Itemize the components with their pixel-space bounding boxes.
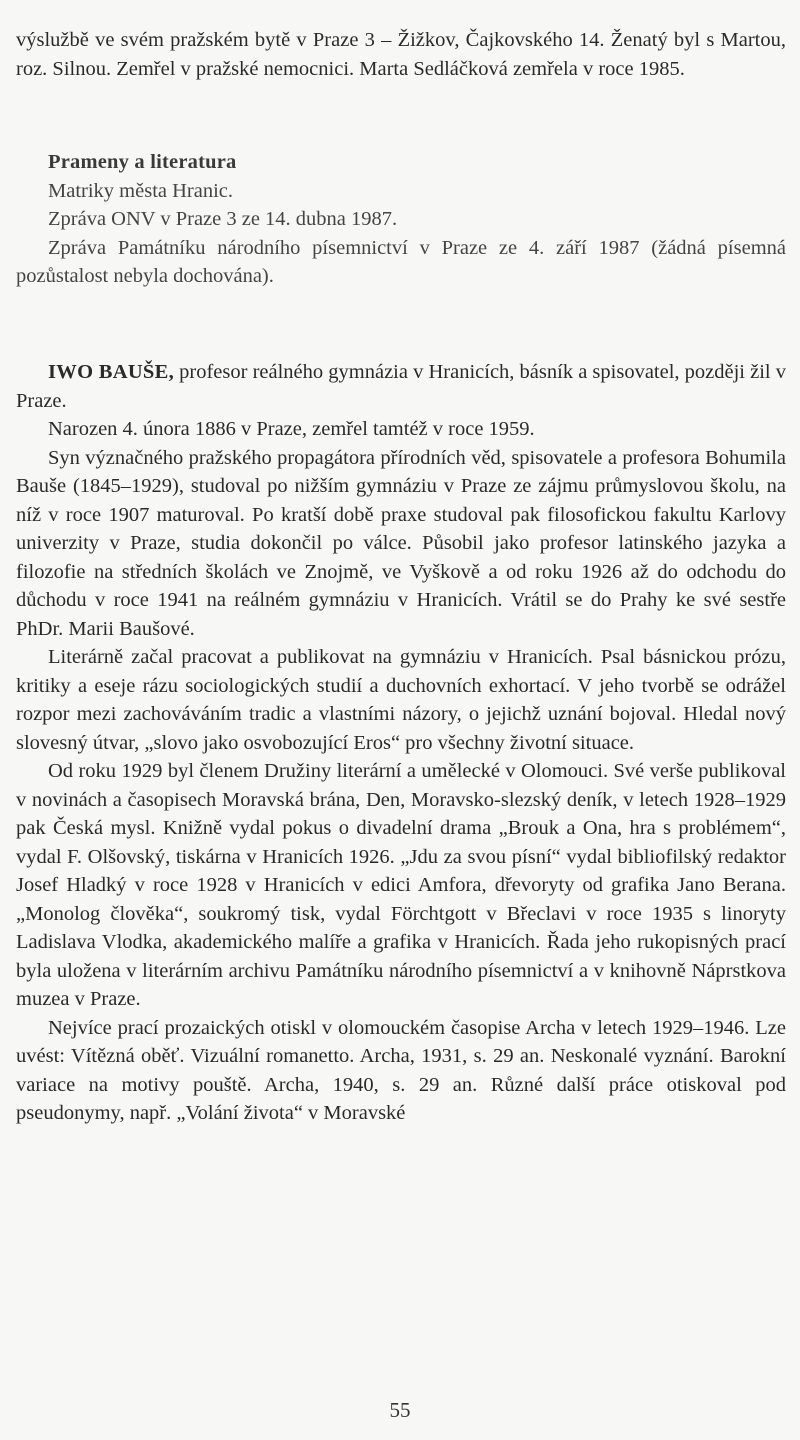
intro-section — [16, 26, 786, 83]
biography-paragraph-birth: Narozen 4. února 1886 v Praze, zemřel tamtéž v roce 1959. — [48, 418, 535, 440]
biography-paragraph-publications: Od roku 1929 byl členem Družiny literární a umělecké v Olomouci. Své verše publikoval v novinách a časopisech Moravská brána, Den, Moravsko-slezský deník, v letech 1928–1929 pak Česká mysl. Knižně vydal pokus o divadelní drama „Brouk a Ona, hra s problémem“, vydal F. Olšovský, tiskárna v Hranicích 1926. „Jdu za svou písní“ vydal bibliofilský redaktor Josef Hladký v roce 1928 v Hranicích v edici Amfora, dřevoryty od grafika Jano Berana. „Monolog člověka“, soukromý tisk, vydal Förchtgott v Břeclavi v roce 1935 s linoryty Ladislava Vlodka, akademického malíře a grafika v Hranicích. Řada jeho rukopisných prací byla uložena v literárním archivu Památníku národního písemnictví a v knihovně Náprstkova muzea v Praze. — [16, 760, 786, 1010]
biography-lead-paragraph — [16, 358, 786, 415]
biography-lead-text: profesor reálného gymnázia v Hranicích, básník a spisovatel, později žil v Praze. — [16, 361, 786, 412]
biography-paragraph-prose: Nejvíce prací prozaických otiskl v olomouckém časopise Archa v letech 1929–1946. Lze uvést: Vítězná oběť. Vizuální romanetto. Archa, 1931, s. 29 an. Neskonalé vyznání. Barokní variace na motivy pouště. Archa, 1940, s. 29 an. Různé další práce otiskoval pod pseudonymy, např. „Volání života“ v Moravské — [16, 1016, 786, 1124]
person-name: IWO BAUŠE, — [48, 361, 175, 383]
biography-paragraph-literary: Literárně začal pracovat a publikovat na gymnáziu v Hranicích. Psal básnickou prózu, kritiky a eseje rázu sociologických studií a duchovních exhortací. V jeho tvorbě se odrážel rozpor mezi zachováváním tradic a vlastními názory, o jejichž uznání bojoval. Hledal nový slovesný útvar, „slovo jako osvobozující Eros“ pro všechny životní situace. — [16, 646, 786, 754]
sources-section — [16, 148, 786, 291]
source-item-registers: Matriky města Hranic. — [48, 179, 234, 202]
sources-heading: Prameny a literatura — [48, 151, 237, 173]
source-item-onv-report: Zpráva ONV v Praze 3 ze 14. dubna 1987. — [48, 208, 398, 230]
biography-paragraph-education: Syn význačného pražského propagátora přírodních věd, spisovatele a profesora Bohumila Bauše (1845–1929), studoval po nižším gymnáziu v Praze ze zájmu průmyslovou školu, na níž v roce 1907 maturoval. Po kratší době praxe studoval pak filosofickou fakultu Karlovy univerzity v Praze, studia dokončil po válce. Působil jako profesor latinského jazyka a filozofie na středních školách ve Znojmě, ve Vyškově a od roku 1926 až do odchodu do důchodu v roce 1941 na reálném gymnáziu v Hranicích. Vrátil se do Prahy ke své sestře PhDr. Marii Baušové. — [16, 446, 786, 640]
biography-section — [16, 358, 786, 1128]
intro-paragraph: výslužbě ve svém pražském bytě v Praze 3 – Žižkov, Čajkovského 14. Ženatý byl s Martou, roz. Silnou. Zemřel v pražské nemocnici. Marta Sedláčková zemřela v roce 1985. — [16, 29, 786, 80]
source-item-memorial-report: Zpráva Památníku národního písemnictví v Praze ze 4. září 1987 (žádná písemná pozůstalost nebyla dochována). — [16, 236, 786, 287]
page-number: 55 — [389, 1398, 411, 1422]
